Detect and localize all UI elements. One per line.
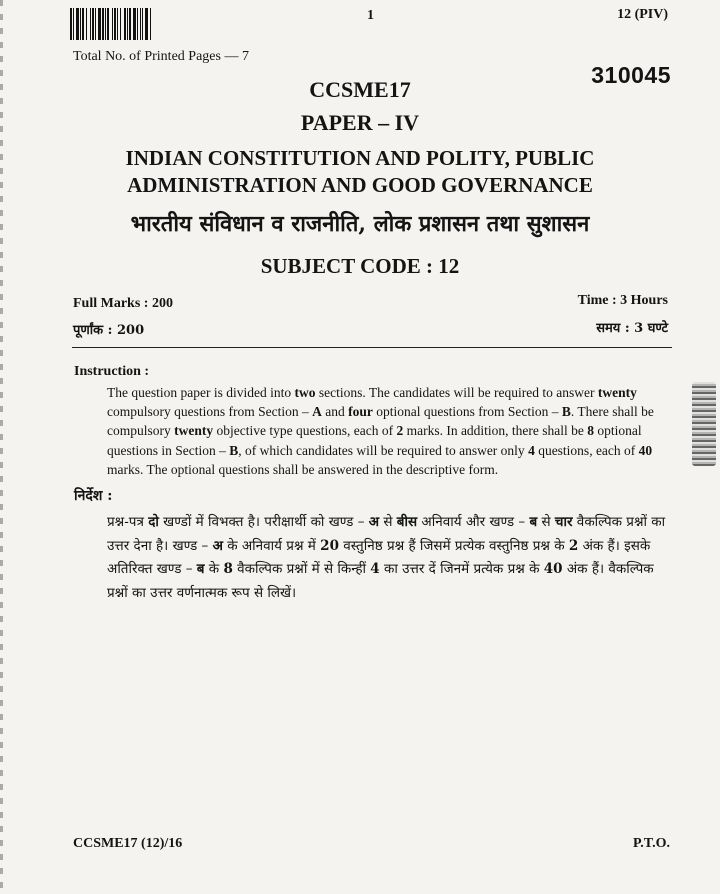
text-run: अंक हैं। इसके अतिरिक्त खण्ड – [107,537,651,577]
serial-number: 310045 [591,62,671,88]
text-run: sections. The candidates will be required to answer [315,385,598,400]
text-run: 40 [543,561,563,577]
text-run: 8 [223,561,233,577]
text-run: वस्तुनिष्ठ प्रश्न हैं जिसमें प्रत्येक वस्तुनिष्ठ प्रश्न के [338,537,569,554]
text-run: दो [148,514,159,530]
barcode-image [70,8,216,40]
footer-code: CCSME17 (12)/16 [73,836,183,851]
text-run: 20 [320,537,339,554]
divider [72,347,672,348]
text-run: 40 [638,442,653,458]
full-marks-hindi: पूर्णांक : 200 [73,323,145,338]
course-code: CCSME17 [309,77,411,102]
text-run: . There shall be compulsory [107,404,654,439]
time-allowed: Time : 3 Hours [577,293,668,308]
barcode-bar [151,8,152,40]
text-run: optional questions in Section – [107,423,642,458]
text-run: ब [196,561,205,577]
instruction-heading: Instruction : [74,364,150,379]
text-run: B [229,442,239,458]
full-marks: Full Marks : 200 [73,296,173,311]
subject-title [0,145,720,199]
text-run: के अनिवार्य प्रश्न में [222,537,321,554]
text-run: The question paper is divided into [107,385,295,400]
text-run: 8 [587,423,595,439]
nirdesh-heading: निर्देश : [74,488,113,504]
paper-code: 12 (PIV) [617,7,668,22]
text-run: से [379,514,397,530]
subject-title-hindi: भारतीय संविधान व राजनीति, लोक प्रशासन तथा सुशासन [130,211,590,237]
text-run: अंक हैं। वैकल्पिक प्रश्नों का उत्तर वर्णनात्मक रूप से लिखें। [107,561,654,601]
subject-title-line2: ADMINISTRATION AND GOOD GOVERNANCE [127,173,593,197]
subject-title-line1: INDIAN CONSTITUTION AND POLITY, PUBLIC [125,146,595,170]
text-run: का उत्तर दें जिनमें प्रत्येक प्रश्न के [379,561,544,577]
text-run: A [312,404,322,420]
time-allowed-hindi: समय : 3 घण्टे [596,321,668,336]
text-run: खण्डों में विभक्त है। परीक्षार्थी को खण्ड – [158,514,369,530]
text-run: twenty [174,423,214,439]
text-run: marks. In addition, there shall be [403,423,588,439]
text-run: चार [554,514,573,530]
page-number: 1 [367,8,374,23]
text-run: ब [529,514,538,530]
text-run: B [561,404,571,420]
instruction-text [107,383,672,479]
nirdesh-text [107,511,672,605]
pto-label: P.T.O. [633,836,670,851]
ink-smudge [692,382,716,466]
text-run: marks. The optional questions shall be answered in the descriptive form. [107,461,499,477]
text-run: 2 [396,423,404,439]
text-run: compulsory questions from Section – [107,404,313,420]
text-run: twenty [597,385,637,400]
text-run: से [537,514,555,530]
text-run: 4 [528,442,535,458]
text-run: and [321,404,349,420]
text-run: के [204,561,224,577]
subject-code: SUBJECT CODE : 12 [260,254,460,278]
text-run: अ [368,514,380,530]
text-run: optional questions from Section – [372,404,562,420]
text-run: questions, each of [534,442,639,458]
text-run: अ [212,537,223,554]
text-run: four [348,404,373,420]
paper-title: PAPER – IV [300,110,420,135]
text-run: objective type questions, each of [213,423,397,439]
text-run: वैकल्पिक प्रश्नों में से किन्हीं [232,561,371,577]
text-run: वैकल्पिक प्रश्नों का उत्तर देना है। खण्ड – [107,514,666,554]
text-run: 4 [370,561,380,577]
printed-pages-count: Total No. of Printed Pages — 7 [73,49,249,64]
text-run: two [294,385,316,400]
text-run: बीस [396,514,418,530]
text-run: प्रश्न-पत्र [107,514,149,530]
text-run: , of which candidates will be required to answer only [238,442,529,458]
text-run: 2 [568,537,579,554]
text-run: अनिवार्य और खण्ड – [417,514,530,530]
